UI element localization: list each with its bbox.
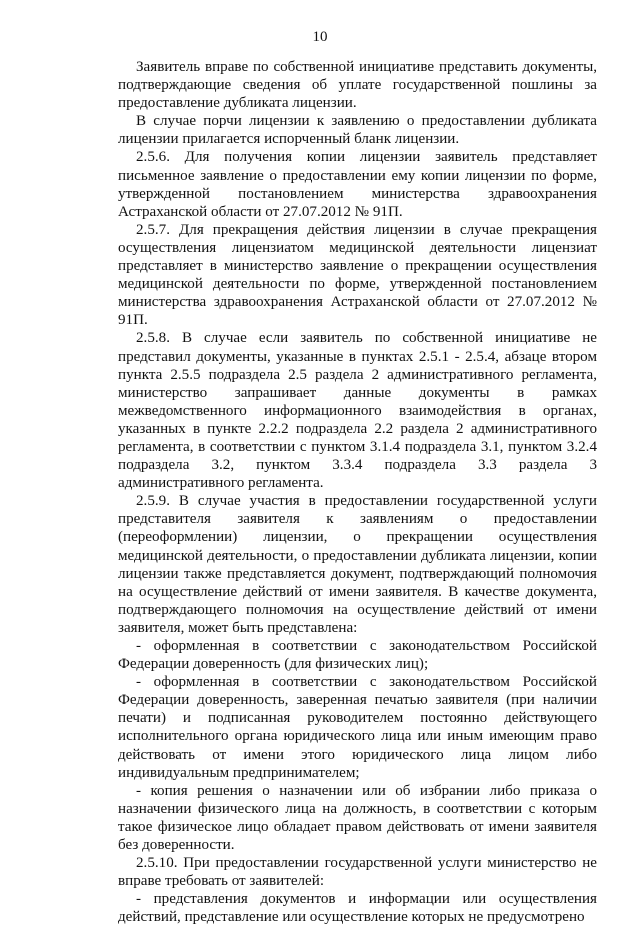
paragraph-duplicate-fee: Заявитель вправе по собственной инициативе представить документы, подтверждающие сведения об уплате государственной пошлины за предоставление дубликата лицензии. xyxy=(118,59,597,112)
paragraph-2-5-6: 2.5.6. Для получения копии лицензии заявитель представляет письменное заявление о предоставлении ему копии лицензии по форме, утвержденной постановлением министерства здравоохранения Астраханской области от 27.07.2012 № 91П. xyxy=(118,149,597,220)
paragraph-2-5-7: 2.5.7. Для прекращения действия лицензии в случае прекращения осуществления лицензиатом медицинской деятельности лицензиат представляет в министерство заявление о прекращении осуществления медицинской деятельности по форме, утвержденной постановлением министерства здравоохранения Астраханской области от 27.07.2012 № 91П. xyxy=(118,221,597,329)
list-item-no-extra-documents: - представления документов и информации или осуществления действий, представление или осуществление которых не предусмотрено xyxy=(118,891,597,926)
list-item-individual-power-of-attorney: - оформленная в соответствии с законодательством Российской Федерации доверенность (для физических лиц); xyxy=(118,638,597,673)
paragraph-2-5-10: 2.5.10. При предоставлении государственной услуги министерство не вправе требовать от заявителей: xyxy=(118,855,597,890)
page-number: 10 xyxy=(312,29,328,45)
paragraph-damaged-license: В случае порчи лицензии к заявлению о предоставлении дубликата лицензии прилагается испорченный бланк лицензии. xyxy=(118,113,597,148)
paragraph-2-5-8: 2.5.8. В случае если заявитель по собственной инициативе не представил документы, указанные в пунктах 2.5.1 - 2.5.4, абзаце втором пункта 2.5.5 подраздела 2.5 раздела 2 административного регламента, министерство запрашивает данные документы в рамках межведомственного информационного взаимодействия в органах, указанных в пункте 2.2.2 подраздела 2.2 раздела 2 административного регламента, в соответствии с пунктом 3.1.4 подраздела 3.1, пунктом 3.2.4 подраздела 3.2, пунктом 3.3.4 подраздела 3.3 раздела 3 административного регламента. xyxy=(118,330,597,492)
list-item-appointment-decision: - копия решения о назначении или об избрании либо приказа о назначении физического лица на должность, в соответствии с которым такое физическое лицо обладает правом действовать от имени заявителя без доверенности. xyxy=(118,782,597,854)
list-item-legal-entity-power-of-attorney: - оформленная в соответствии с законодательством Российской Федерации доверенность, заверенная печатью заявителя (при наличии печати) и подписанная руководителем постоянно действующего исполнительного органа юридического лица или иным имеющим право действовать от имени этого юридического лица лицом либо индивидуальным предпринимателем; xyxy=(118,674,597,781)
document-body xyxy=(118,58,597,927)
paragraph-2-5-9: 2.5.9. В случае участия в предоставлении государственной услуги представителя заявителя к заявлениям о предоставлении (переоформлении) лицензии, о прекращении осуществления медицинской деятельности, о предоставлении дубликата лицензии, копии лицензии также представляется документ, подтверждающий полномочия на осуществление действий от имени заявителя. В качестве документа, подтверждающего полномочия на осуществление действий от имени заявителя, может быть представлена: xyxy=(118,493,597,636)
